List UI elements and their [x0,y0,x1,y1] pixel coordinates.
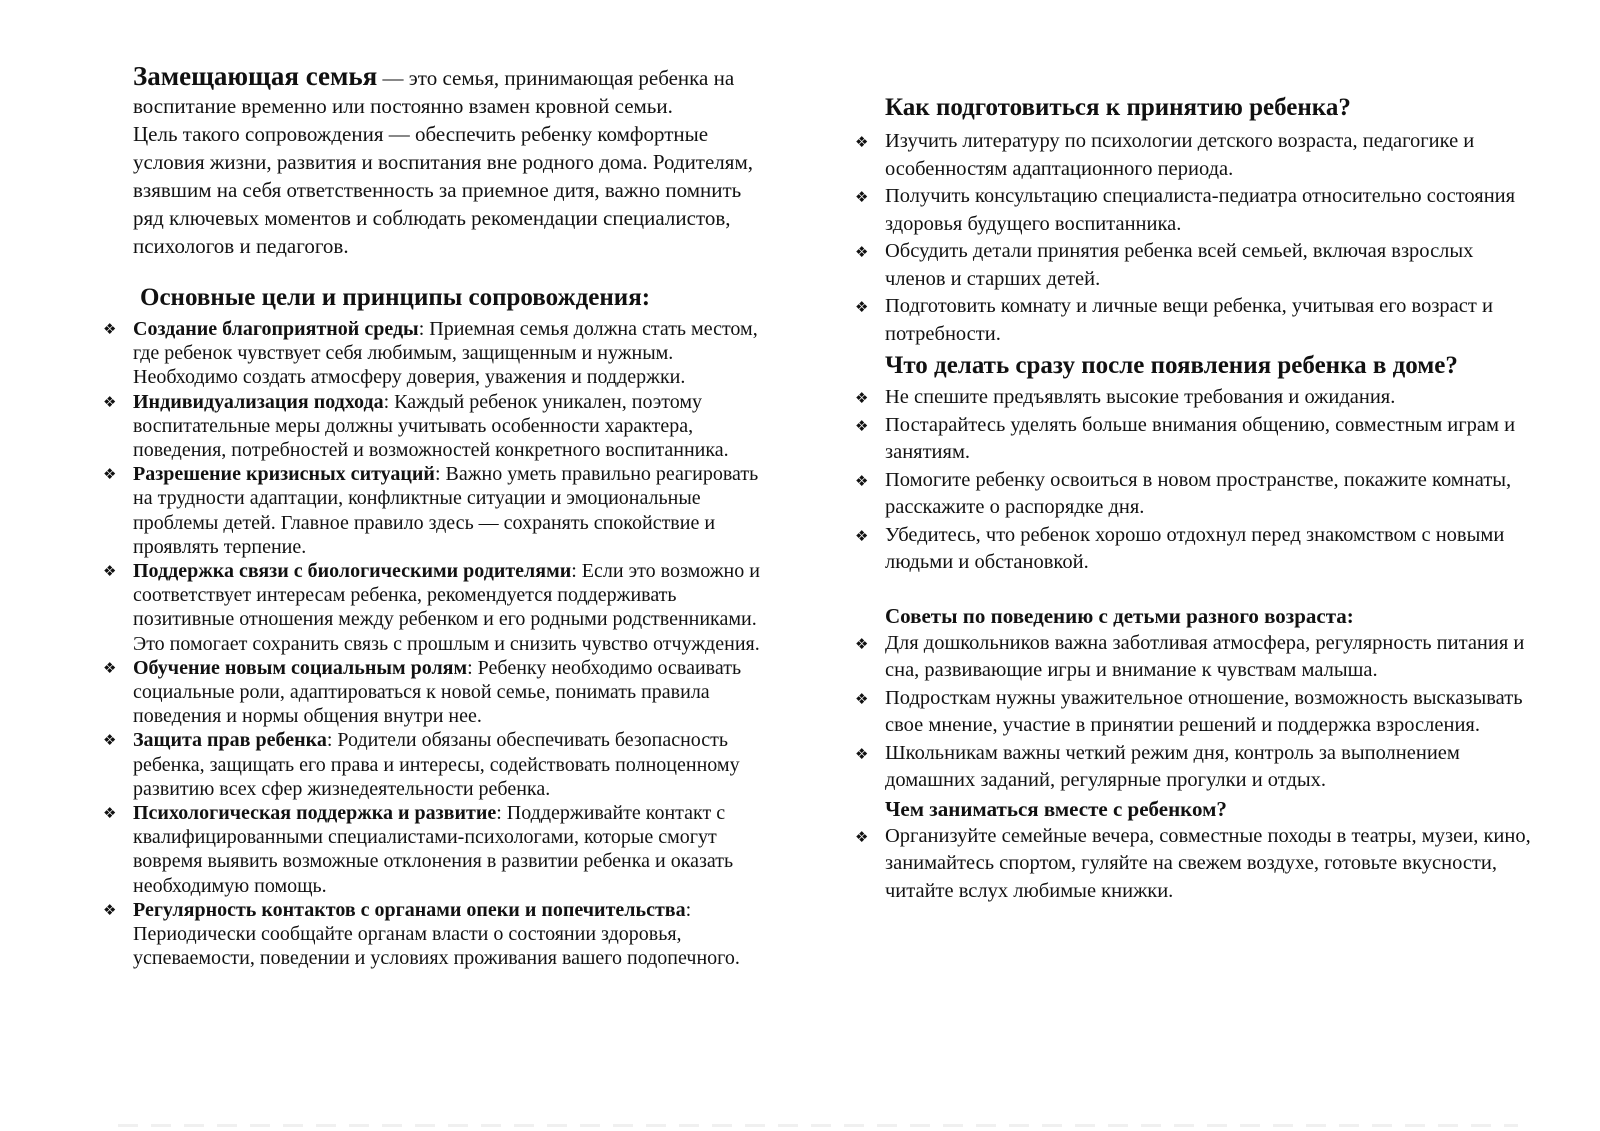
page-bottom-fold-line [118,1124,1518,1127]
bullet-diamond-icon: ❖ [103,465,117,484]
bullet-diamond-icon: ❖ [103,658,117,677]
list-item [103,317,769,390]
list-item-text: Помогите ребенку освоиться в новом пространстве, покажите комнаты, расскажите о распорядке дня. [885,468,1512,518]
list-item [103,462,769,559]
list-item-text: : Важно уметь правильно реагировать на трудности адаптации, конфликтные ситуации и эмоциональные проблемы детей. Главное правило здесь — сохранять спокойствие и проявлять терпение. [133,463,759,558]
list-item [855,522,1537,577]
list-item-text: Для дошкольников важна заботливая атмосфера, регулярность питания и сна, развивающие игры и внимание к чувствам малыша. [885,631,1525,681]
activities-list [855,823,1537,906]
bullet-diamond-icon: ❖ [855,389,869,407]
bullet-diamond-icon: ❖ [103,392,117,411]
list-item-text: : Каждый ребенок уникален, поэтому воспитательные меры должны учитывать особенности характера, поведения, потребностей и возможностей конкретного воспитанника. [133,390,729,462]
list-item-term: Создание благоприятной среды [133,318,419,340]
prepare-list [855,128,1537,348]
bullet-diamond-icon: ❖ [855,243,869,261]
bullet-diamond-icon: ❖ [855,526,869,545]
list-item-text: : Ребенку необходимо осваивать социальные роли, адаптироваться к новой семье, понимать правила поведения и нормы общения внутри нее. [133,656,742,728]
list-item-text: Постарайтесь уделять больше внимания общению, совместным играм и занятиям. [885,413,1516,463]
list-item-text: : Если это возможно и соответствует интересам ребенка, рекомендуется поддерживать позитивные отношения между ребенком и его родными родственниками. Это помогает сохранить связь с прошлым и снизить чувство отчуждения. [133,560,760,655]
bullet-diamond-icon: ❖ [103,731,117,750]
list-item-term: Обучение новым социальным ролям [133,656,468,679]
bullet-diamond-icon: ❖ [103,900,117,919]
list-item-text: Обсудить детали принятия ребенка всей семьей, включая взрослых членов и старших детей. [885,240,1474,290]
right-column [855,92,1537,905]
activities-subheading: Чем заниматься вместе с ребенком? [885,796,1227,821]
first-days-section-heading: Что делать сразу после появления ребенка в доме? [885,352,1458,379]
left-section-heading: Основные цели и принципы сопровождения: [140,284,651,311]
list-item [855,384,1537,412]
list-item-text: Организуйте семейные вечера, совместные походы в театры, музеи, кино, занимайтесь спортом, гуляйте на свежем воздухе, готовьте вкусности, читайте вслух любимые книжки. [885,824,1531,902]
list-item-text: Подготовить комнату и личные вещи ребенка, учитывая его возраст и потребности. [885,295,1493,345]
intro-line1: — это семья, принимающая ребенка на воспитание временно или постоянно взамен кровной семьи. [133,66,735,118]
principles-list [103,317,769,970]
list-item-text: : Приемная семья должна стать местом, где ребенок чувствует себя любимым, защищенным и нужным. Необходимо создать атмосферу доверия, уважения и поддержки. [133,318,758,389]
bullet-diamond-icon: ❖ [855,689,869,708]
list-item-text: Получить консультацию специалиста-педиатра относительно состояния здоровья будущего воспитанника. [885,185,1516,235]
list-item [103,390,769,463]
bullet-diamond-icon: ❖ [855,827,869,846]
list-item [855,293,1537,348]
list-item [855,685,1537,740]
bullet-diamond-icon: ❖ [855,634,869,653]
list-item-text: Подросткам нужны уважительное отношение, возможность высказывать свое мнение, участие в принятии решений и поддержка взросления. [885,686,1523,736]
list-item [855,183,1537,238]
first-days-list [855,384,1537,577]
prepare-section-heading: Как подготовиться к принятию ребенка? [885,94,1351,121]
bullet-diamond-icon: ❖ [855,298,869,316]
list-item-text: Не спешите предъявлять высокие требования и ожидания. [885,386,1396,408]
bullet-diamond-icon: ❖ [103,804,117,823]
list-item [103,801,769,898]
list-item [855,740,1537,795]
intro-paragraph [133,62,769,260]
list-item [103,728,769,801]
list-item [103,656,769,729]
list-item-text: Школьникам важны четкий режим дня, контроль за выполнением домашних заданий, регулярные прогулки и отдых. [885,741,1460,791]
list-item-term: Психологическая поддержка и развитие [133,802,497,825]
intro-lead-term: Замещающая семья [133,61,378,91]
list-item-text: : Периодически сообщайте органам власти о состоянии здоровья, успеваемости, поведении и условиях проживания вашего подопечного. [133,898,740,970]
list-item-term: Индивидуализация подхода [133,390,384,413]
bullet-diamond-icon: ❖ [855,188,869,206]
list-item-text: : Родители обязаны обеспечивать безопасность ребенка, защищать его права и интересы, содействовать полноценному развитию всех сфер жизнедеятельности ребенка. [133,729,740,800]
list-item [855,823,1537,906]
list-item [855,412,1537,467]
bullet-diamond-icon: ❖ [855,471,869,490]
list-item-term: Регулярность контактов с органами опеки и попечительства [133,898,686,921]
list-item-text: Изучить литературу по психологии детского возраста, педагогике и особенностям адаптационного периода. [885,130,1475,180]
bullet-diamond-icon: ❖ [855,744,869,763]
bullet-diamond-icon: ❖ [855,133,869,151]
list-item [855,630,1537,685]
list-item-text: Убедитесь, что ребенок хорошо отдохнул перед знакомством с новыми людьми и обстановкой. [885,523,1505,573]
list-item-term: Защита прав ребенка [133,729,327,752]
bullet-diamond-icon: ❖ [855,416,869,435]
age-advice-list [855,630,1537,795]
left-column [103,61,769,970]
list-item-term: Поддержка связи с биологическими родителями [133,560,572,583]
bullet-diamond-icon: ❖ [103,320,117,338]
list-item [103,898,769,971]
bullet-diamond-icon: ❖ [103,562,117,581]
list-item [855,467,1537,522]
age-advice-subheading: Советы по поведению с детьми разного возраста: [885,603,1354,628]
list-item [855,238,1537,293]
list-item [103,559,769,656]
list-item [855,128,1537,183]
list-item-text: : Поддерживайте контакт с квалифицированными специалистами-психологами, которые смогут вовремя выявить возможные отклонения в развитии ребенка и оказать необходимую помощь. [133,802,734,897]
intro-line2: Цель такого сопровождения — обеспечить ребенку комфортные условия жизни, развития и воспитания вне родного дома. Родителям, взявшим на себя ответственность за приемное дитя, важно помнить ряд ключевых моментов и соблюдать рекомендации специалистов, психологов и педагогов. [133,122,753,258]
list-item-term: Разрешение кризисных ситуаций [133,463,435,486]
